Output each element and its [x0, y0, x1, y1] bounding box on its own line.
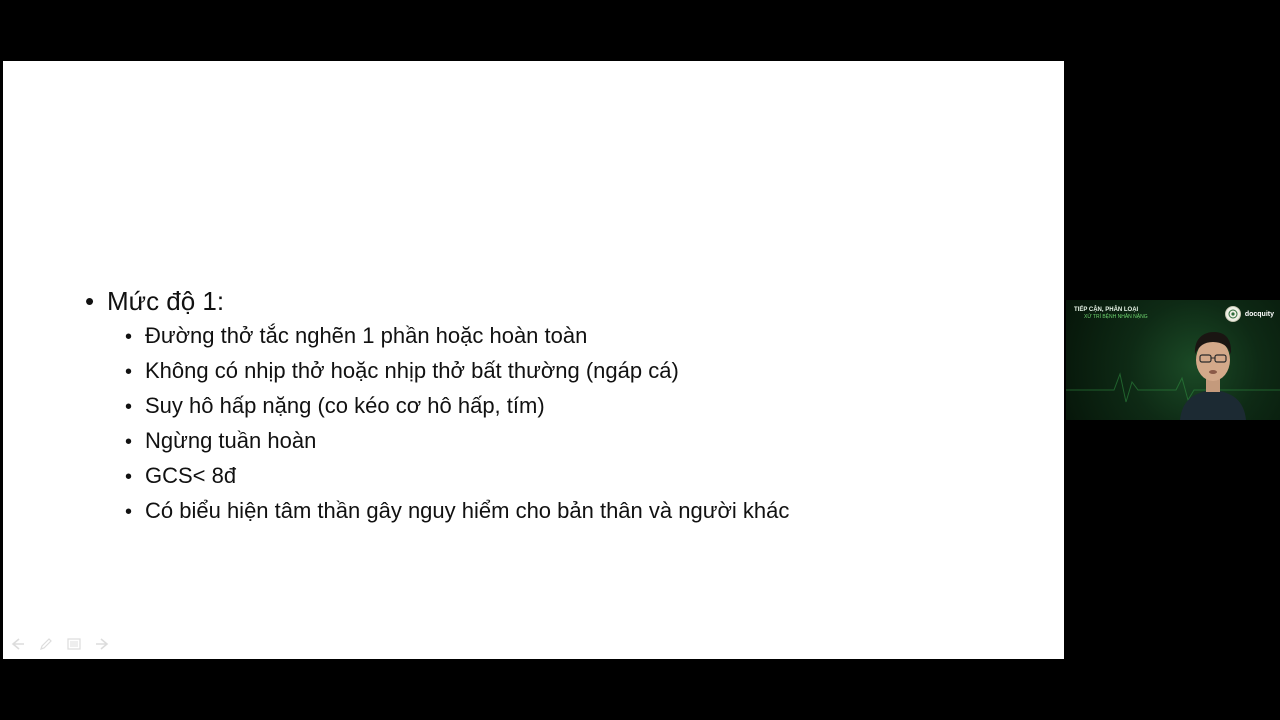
list-item [125, 494, 789, 529]
webcam-title: TIẾP CẬN, PHÂN LOẠI [1074, 307, 1139, 313]
bullet-icon: • [125, 466, 133, 488]
slide-heading: Mức độ 1: [107, 286, 225, 316]
list-item [125, 389, 789, 424]
list-item-text: Đường thở tắc nghẽn 1 phần hoặc hoàn toàn [145, 323, 588, 348]
presentation-slide [3, 61, 1064, 659]
slide-content [85, 283, 789, 529]
list-item-text: Có biểu hiện tâm thần gây nguy hiểm cho bản thân và người khác [145, 498, 790, 523]
hospital-seal-icon [1225, 306, 1241, 322]
presenter-avatar [1178, 322, 1248, 420]
slideshow-toolbar [9, 637, 111, 651]
heading-bullet [85, 283, 789, 319]
webcam-logos [1225, 306, 1274, 322]
brand-logo: docquity [1244, 310, 1274, 318]
list-item [125, 459, 789, 494]
list-item-text: Ngừng tuần hoàn [145, 428, 317, 453]
list-item-text: GCS< 8đ [145, 463, 237, 488]
webcam-subtitle: XỬ TRÍ BỆNH NHÂN NẶNG [1084, 314, 1148, 320]
slides-menu-icon[interactable] [65, 637, 83, 651]
criteria-list [125, 319, 789, 529]
list-item [125, 319, 789, 354]
bullet-icon: • [125, 361, 133, 383]
previous-slide-icon[interactable] [9, 637, 27, 651]
list-item [125, 354, 789, 389]
bullet-icon: • [125, 501, 133, 523]
list-item-text: Suy hô hấp nặng (co kéo cơ hô hấp, tím) [145, 393, 545, 418]
presenter-webcam [1066, 300, 1280, 420]
bullet-icon: • [125, 326, 133, 348]
bullet-icon: • [125, 431, 133, 453]
list-item-text: Không có nhịp thở hoặc nhịp thở bất thường (ngáp cá) [145, 358, 679, 383]
list-item [125, 424, 789, 459]
bullet-icon: • [125, 396, 133, 418]
bullet-icon: • [85, 286, 95, 316]
next-slide-icon[interactable] [93, 637, 111, 651]
pen-icon[interactable] [37, 637, 55, 651]
